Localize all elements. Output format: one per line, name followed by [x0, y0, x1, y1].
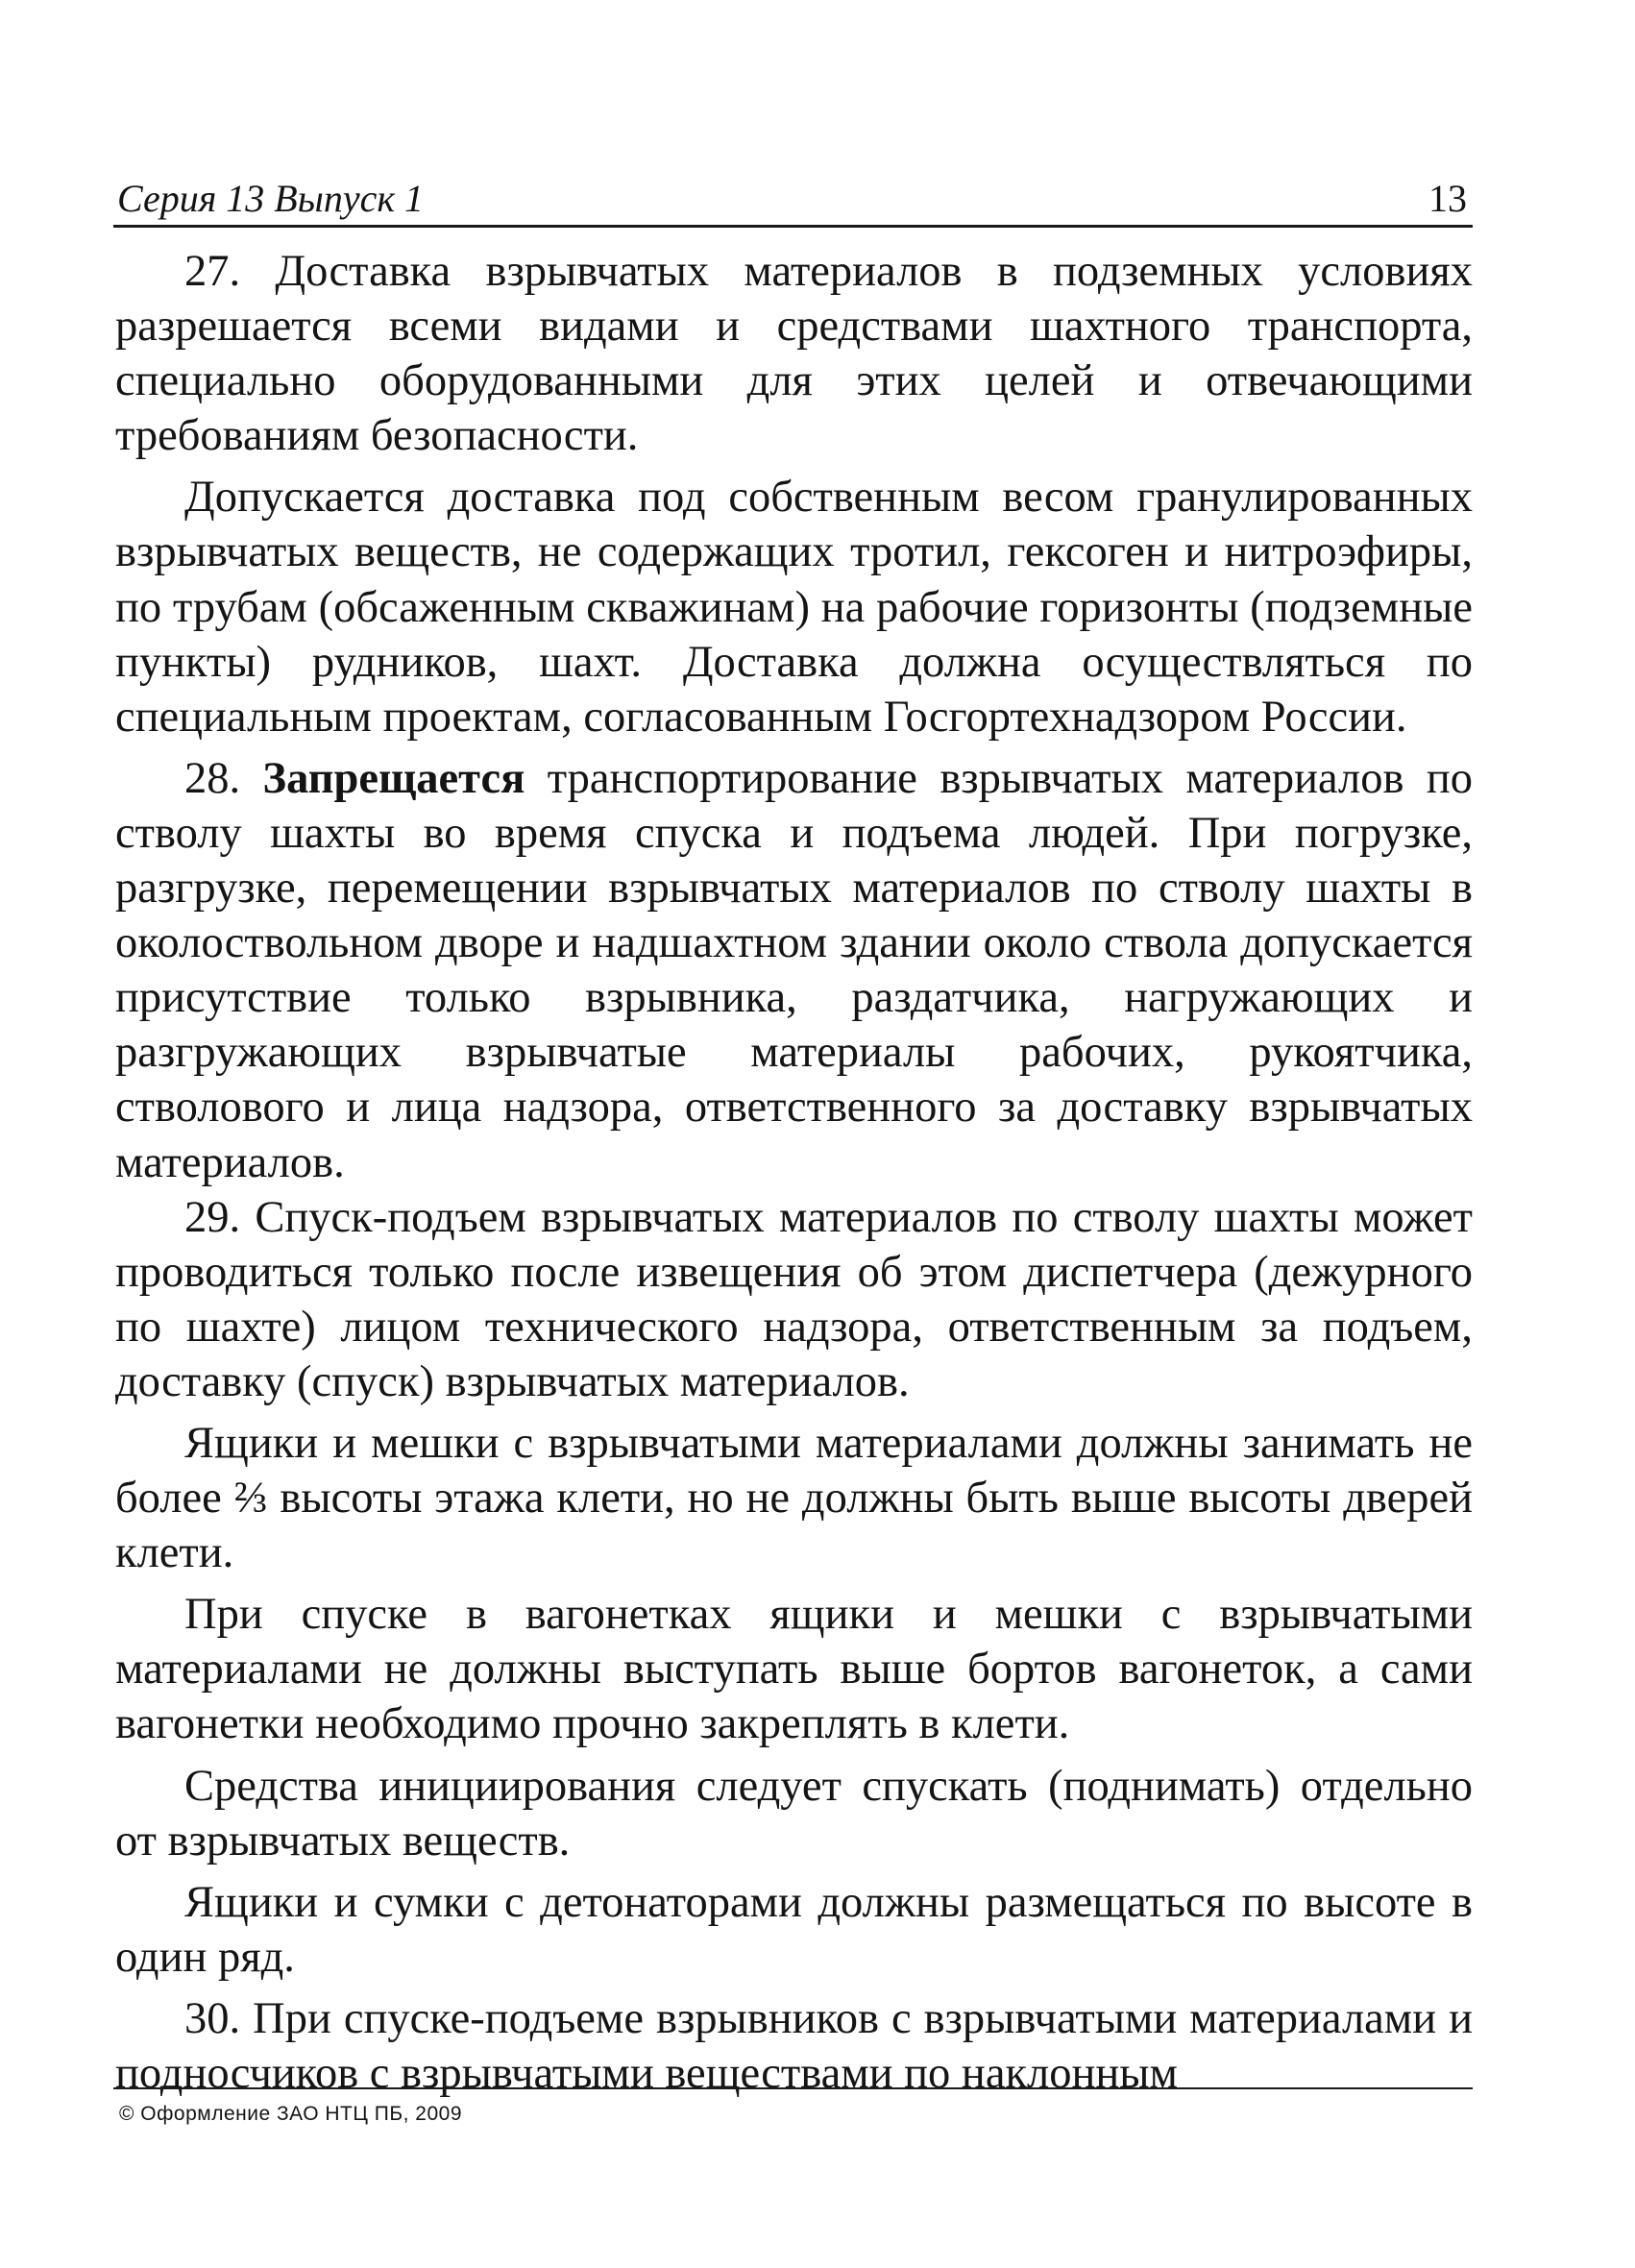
paragraph-28-text: транспортирование взрывчатых материалов по стволу шахты во время спуска и подъема людей. При погрузке, разгрузке, перемещении взрывчатых материалов по стволу шахты в околоствольном дворе и надшахтном здании около ствола допускается присутствие только взрывника, раздатчика, нагружающих и разгружающих взрывчатые материалы рабочих, рукоятчика, стволового и лица надзора, ответственного за доставку взрывчатых материалов.	[115, 753, 1473, 1187]
emphasis-prohibited: Запрещается	[262, 753, 525, 803]
paragraph-29: 29. Спуск-подъем взрывчатых материалов по стволу шахты может проводиться только после извещения об этом диспетчера (дежурного по шахте) лицом технического надзора, ответственным за подъем, доставку (спуск) взрывчатых материалов.	[115, 1192, 1473, 1406]
series-title: Серия 13 Выпуск 1	[117, 177, 425, 220]
fraction-two-thirds: ⅔	[233, 1474, 268, 1524]
page-footer	[113, 2087, 1473, 2125]
paragraph-30: 30. При спуске-подъеме взрывников с взрывчатыми материалами и подносчиков с взрывчатыми веществами по наклонным	[115, 1993, 1473, 2098]
paragraph-29-boxes	[115, 1416, 1473, 1580]
paragraph-29-initiation: Средства инициирования следует спускать (поднимать) отдельно от взрывчатых веществ.	[115, 1761, 1473, 1866]
paragraph-29-detonators: Ящики и сумки с детонаторами должны размещаться по высоте в один ряд.	[115, 1877, 1473, 1982]
paragraph-27-continued: Допускается доставка под собственным весом гранулированных взрывчатых веществ, не содержащих тротил, гексоген и нитроэфиры, по трубам (обсаженным скважинам) на рабочие горизонты (подземные пункты) рудников, шахт. Доставка должна осуществляться по специальным проектам, согласованным Госгортехнадзором России.	[115, 473, 1473, 742]
page-number: 13	[1428, 177, 1467, 220]
paragraph-29-boxes-a: Ящики и мешки с взрывчатыми материалами должны занимать не более	[115, 1418, 1473, 1524]
running-header	[113, 171, 1473, 228]
paragraph-27: 27. Доставка взрывчатых материалов в подземных условиях разрешается всеми видами и средствами шахтного транспорта, специально оборудованными для этих целей и отвечающими требованиям безопасности.	[115, 247, 1473, 461]
page-body	[115, 244, 1473, 2101]
paragraph-29-boxes-b: высоты этажа клети, но не должны быть выше высоты дверей клети.	[115, 1474, 1473, 1578]
paragraph-28	[115, 751, 1473, 1190]
copyright-notice: © Оформление ЗАО НТЦ ПБ, 2009	[119, 2103, 463, 2125]
paragraph-number: 28.	[184, 753, 263, 803]
paragraph-29-wagons: При спуске в вагонетках ящики и мешки с взрывчатыми материалами не должны выступать выше бортов вагонеток, а сами вагонетки необходимо прочно закреплять в клети.	[115, 1590, 1473, 1749]
